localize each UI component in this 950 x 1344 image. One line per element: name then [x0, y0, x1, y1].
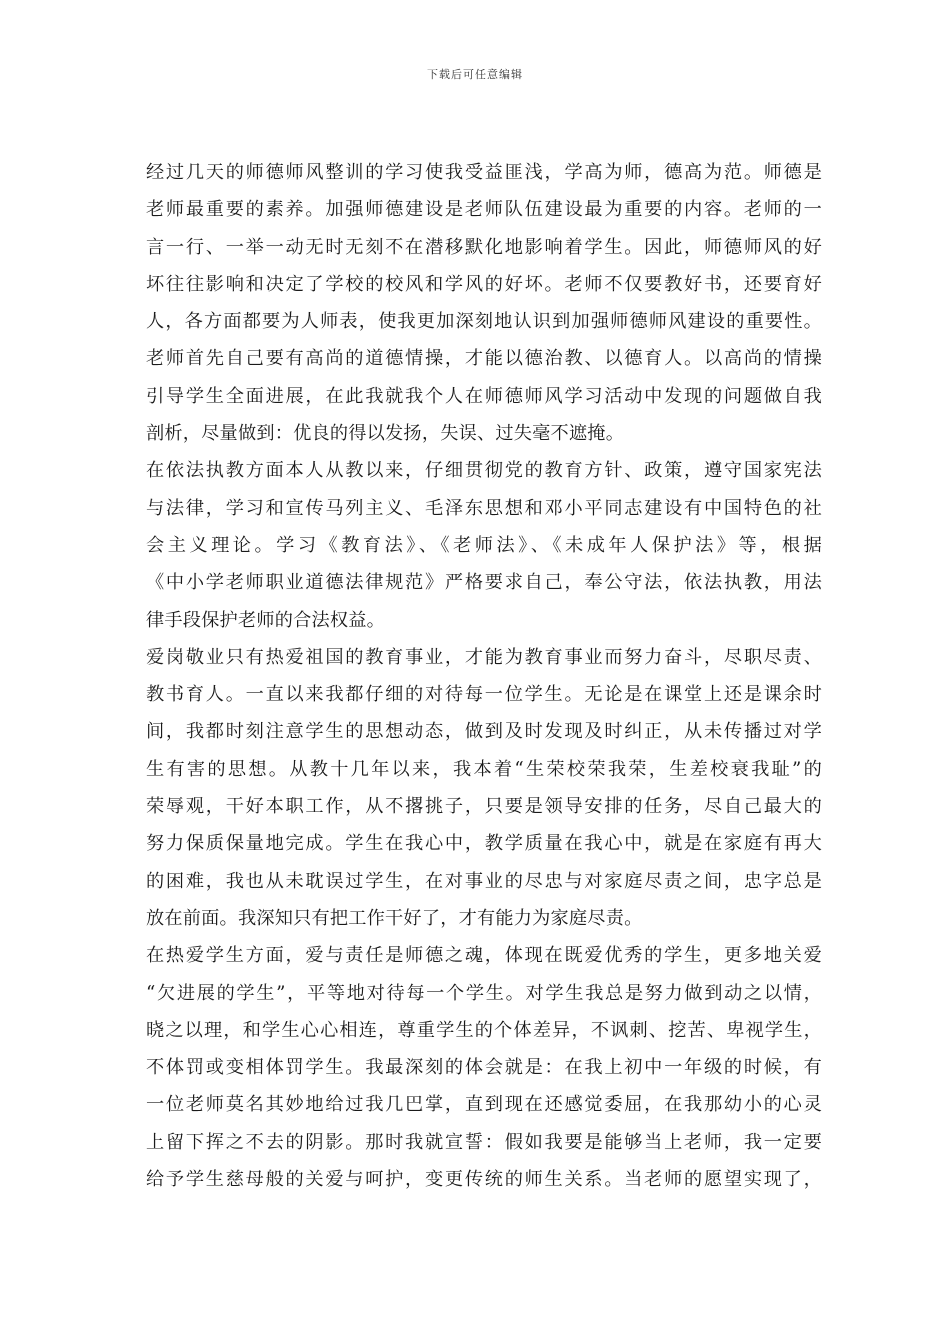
paragraph-teacher-ethics-intro	[146, 154, 822, 452]
text-line: 爱岗敬业只有热爱祖国的教育事业，才能为教育事业而努力奋斗，尽职尽责、	[146, 646, 822, 668]
text-line: 晓之以理，和学生心心相连，尊重学生的个体差异，不讽刺、挖苦、卑视学生，	[146, 1019, 822, 1041]
text-line: 生有害的思想。从教十几年以来，我本着“生荣校荣我荣，生差校衰我耻”的	[146, 758, 822, 780]
text-line: 坏往往影响和决定了学校的校风和学风的好坏。老师不仅要教好书，还要育好	[146, 273, 822, 295]
text-line: 间，我都时刻注意学生的思想动态，做到及时发现及时纠正，从未传播过对学	[146, 721, 822, 743]
text-line: 在热爱学生方面，爱与责任是师德之魂，体现在既爱优秀的学生，更多地关爱	[146, 945, 822, 967]
paragraph-law-abiding-teaching	[146, 452, 822, 638]
text-line: 与法律，学习和宣传马列主义、毛泽东思想和邓小平同志建设有中国特色的社	[146, 497, 822, 519]
paragraph-dedication	[146, 639, 822, 937]
text-line: 会主义理论。学习《教育法》、《老师法》、《未成年人保护法》等，根据	[146, 534, 822, 556]
text-line: 老师首先自己要有高尚的道德情操，才能以德治教、以德育人。以高尚的情操	[146, 348, 822, 370]
text-line: 老师最重要的素养。加强师德建设是老师队伍建设最为重要的内容。老师的一	[146, 199, 822, 221]
text-line: 经过几天的师德师风整训的学习使我受益匪浅，学高为师，德高为范。师德是	[146, 162, 822, 183]
text-line: 的困难，我也从未耽误过学生，在对事业的尽忠与对家庭尽责之间，忠字总是	[146, 870, 822, 892]
text-line: 人，各方面都要为人师表，使我更加深刻地认识到加强师德师风建设的重要性。	[146, 311, 822, 333]
text-line: 引导学生全面进展，在此我就我个人在师德师风学习活动中发现的问题做自我	[146, 385, 822, 407]
text-line: 在依法执教方面本人从教以来，仔细贯彻党的教育方针、政策，遵守国家宪法	[146, 460, 822, 482]
text-line: 荣辱观，干好本职工作，从不撂挑子，只要是领导安排的任务，尽自己最大的	[146, 796, 822, 818]
document-body	[146, 154, 822, 1198]
text-line: 教书育人。一直以来我都仔细的对待每一位学生。无论是在课堂上还是课余时	[146, 684, 822, 706]
text-line: 一位老师莫名其妙地给过我几巴掌，直到现在还感觉委屈，在我那幼小的心灵	[146, 1094, 822, 1116]
text-line: 上留下挥之不去的阴影。那时我就宣誓：假如我要是能够当上老师，我一定要	[146, 1131, 822, 1153]
text-line: 给予学生慈母般的关爱与呵护，变更传统的师生关系。当老师的愿望实现了，	[146, 1169, 822, 1191]
text-line: 律手段保护老师的合法权益。	[146, 609, 386, 631]
page-header: 下载后可任意编辑	[427, 68, 523, 81]
text-line: 放在前面。我深知只有把工作干好了，才有能力为家庭尽责。	[146, 907, 643, 929]
paragraph-caring-for-students	[146, 937, 822, 1198]
text-line: 言一行、一举一动无时无刻不在潜移默化地影响着学生。因此，师德师风的好	[146, 236, 822, 258]
text-line: 不体罚或变相体罚学生。我最深刻的体会就是：在我上初中一年级的时候，有	[146, 1057, 822, 1079]
text-line: 努力保质保量地完成。学生在我心中，教学质量在我心中，就是在家庭有再大	[146, 833, 822, 855]
text-line: 《中小学老师职业道德法律规范》严格要求自己，奉公守法，依法执教，用法	[146, 572, 822, 594]
text-line: 剖析，尽量做到：优良的得以发扬，失误、过失毫不遮掩。	[146, 423, 625, 445]
text-line: “欠进展的学生”，平等地对待每一个学生。对学生我总是努力做到动之以情，	[146, 982, 822, 1004]
